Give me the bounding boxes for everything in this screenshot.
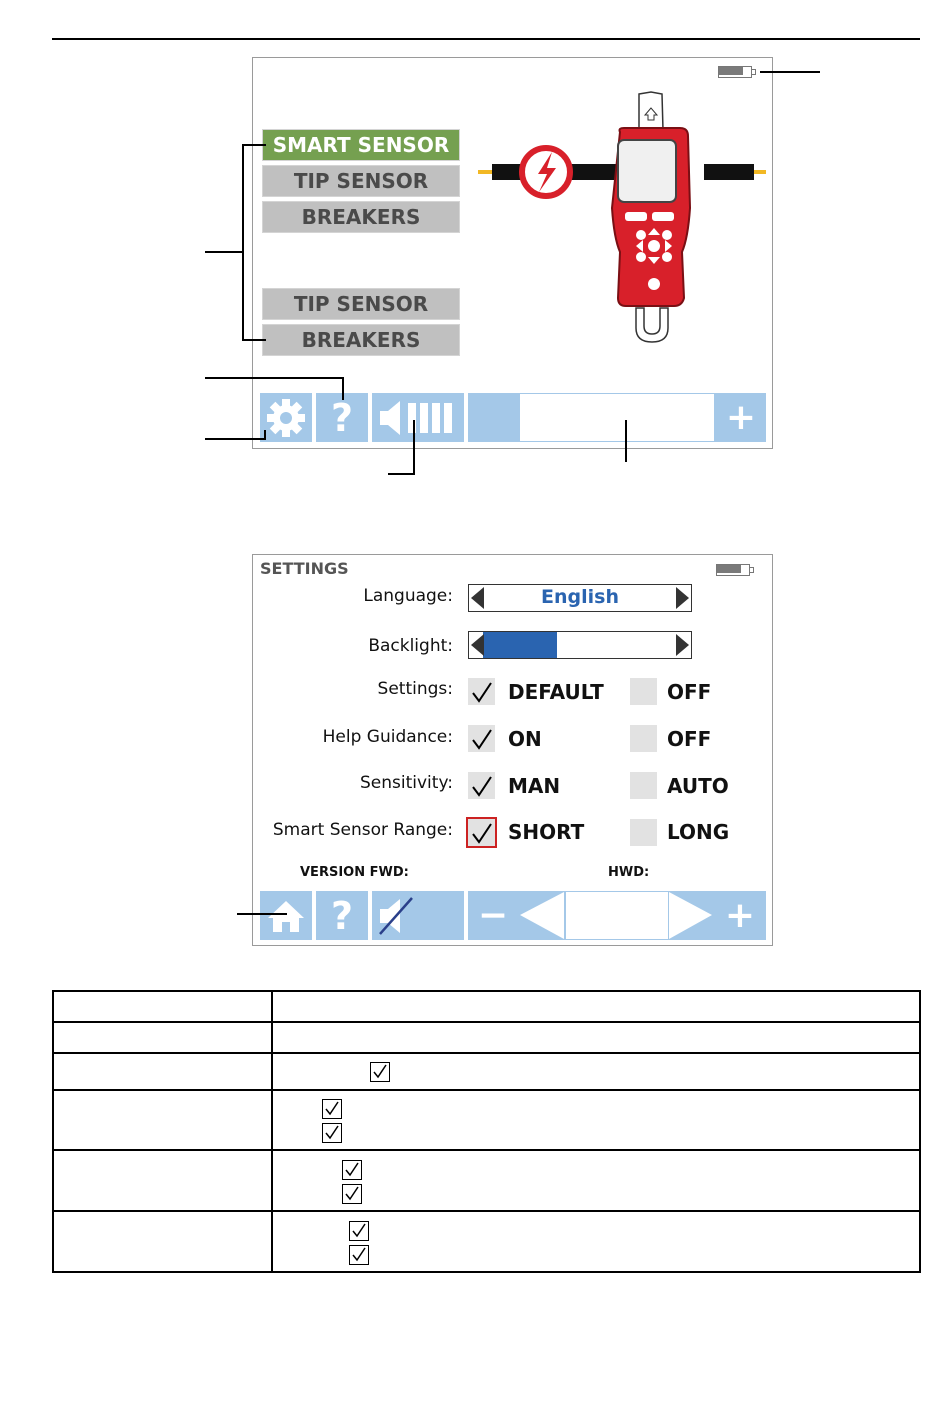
plus-button[interactable]: [716, 393, 766, 442]
table-checkbox-icon: [322, 1123, 342, 1143]
default-checkbox[interactable]: [468, 678, 495, 705]
auto-checkbox[interactable]: [630, 772, 657, 799]
table-checkbox-icon: [349, 1221, 369, 1241]
table-checkbox-icon: [349, 1245, 369, 1265]
language-selector[interactable]: [468, 584, 692, 612]
minus-icon: −: [477, 895, 509, 936]
device-illustration: [476, 88, 768, 348]
right-arrow-icon[interactable]: [668, 891, 714, 940]
settings-row-label: Settings:: [377, 679, 453, 699]
check-icon: [471, 775, 493, 797]
backlight-label: Backlight:: [368, 636, 453, 656]
sensitivity-label: Sensitivity:: [360, 773, 453, 793]
language-label: Language:: [363, 586, 453, 606]
menu-item-tip-sensor[interactable]: TIP SENSOR: [262, 165, 460, 197]
callout-bracket: [200, 140, 270, 345]
default-option[interactable]: DEFAULT: [508, 680, 604, 704]
help-guidance-label: Help Guidance:: [322, 727, 453, 747]
table-checkbox-icon: [322, 1099, 342, 1119]
off-checkbox-settings[interactable]: [630, 678, 657, 705]
long-checkbox[interactable]: [630, 819, 657, 846]
on-checkbox[interactable]: [468, 725, 495, 752]
short-checkbox[interactable]: [466, 817, 497, 848]
table-checkbox-icon: [342, 1160, 362, 1180]
backlight-fill: [483, 632, 557, 658]
help-button-settings[interactable]: [316, 891, 368, 940]
home-button[interactable]: [260, 891, 312, 940]
man-checkbox[interactable]: [468, 772, 495, 799]
smart-sensor-range-label: Smart Sensor Range:: [272, 820, 453, 840]
menu-item-breakers-2[interactable]: BREAKERS: [262, 324, 460, 356]
table-checkbox-icon: [370, 1062, 390, 1082]
table-checkbox-icon: [342, 1184, 362, 1204]
settings-title: SETTINGS: [260, 559, 349, 578]
home-icon: [266, 898, 306, 934]
check-icon: [471, 822, 493, 844]
minus-button[interactable]: [468, 891, 518, 940]
off-option-help[interactable]: OFF: [667, 727, 712, 751]
battery-icon-settings: [716, 564, 754, 576]
mute-button[interactable]: [372, 891, 464, 940]
value-track[interactable]: [566, 892, 668, 939]
man-option[interactable]: MAN: [508, 774, 561, 798]
callout-line-home: [237, 913, 287, 915]
top-rule: [52, 38, 920, 40]
long-option[interactable]: LONG: [667, 820, 730, 844]
hwd-label: HWD:: [608, 865, 650, 880]
callout-lines-toolbar: [200, 370, 640, 480]
help-icon: ?: [330, 395, 354, 440]
mute-icon: [376, 896, 416, 936]
version-fwd-label: VERSION FWD:: [300, 865, 409, 880]
right-arrow-icon[interactable]: [674, 633, 690, 657]
auto-option[interactable]: AUTO: [667, 774, 729, 798]
backlight-slider[interactable]: [468, 631, 692, 659]
plus-icon: +: [724, 895, 756, 936]
off-checkbox-help[interactable]: [630, 725, 657, 752]
menu-item-breakers[interactable]: BREAKERS: [262, 201, 460, 233]
plus-button-settings[interactable]: [714, 891, 766, 940]
left-arrow-icon[interactable]: [518, 891, 566, 940]
menu-item-tip-sensor-2[interactable]: TIP SENSOR: [262, 288, 460, 320]
lightning-icon: [522, 148, 570, 196]
battery-icon: [718, 66, 756, 78]
callout-line-battery: [760, 71, 820, 73]
short-option[interactable]: SHORT: [508, 820, 585, 844]
check-icon: [471, 681, 493, 703]
help-icon: ?: [330, 893, 354, 938]
language-value: English: [541, 586, 619, 608]
left-arrow-icon[interactable]: [470, 633, 486, 657]
plus-icon: +: [725, 397, 757, 438]
menu-item-smart-sensor[interactable]: SMART SENSOR: [262, 129, 460, 161]
off-option-settings[interactable]: OFF: [667, 680, 712, 704]
on-option[interactable]: ON: [508, 727, 542, 751]
check-icon: [471, 728, 493, 750]
